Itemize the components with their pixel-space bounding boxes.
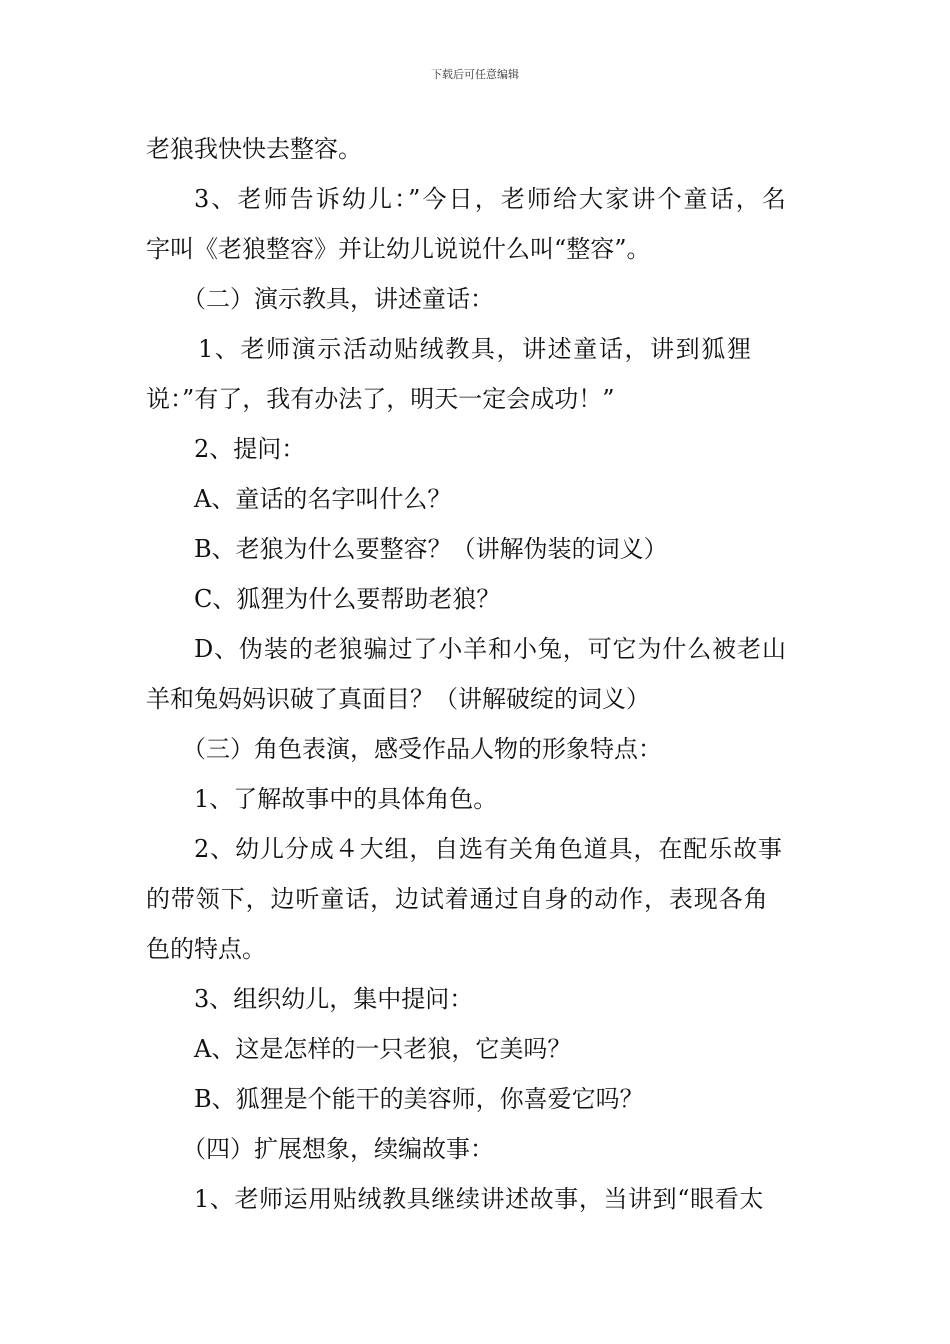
question-item: C、狐狸为什么要帮助老狼？ bbox=[194, 585, 501, 613]
text-line: 羊和兔妈妈识破了真面目？（讲解破绽的词义） bbox=[146, 685, 650, 713]
text-line: 说：”有了，我有办法了，明天一定会成功！” bbox=[146, 385, 615, 413]
text-line: 2、提问： bbox=[194, 435, 306, 463]
text-line: 1、老师演示活动贴绒教具，讲述童话，讲到狐狸 bbox=[198, 335, 753, 363]
question-item: B、老狼为什么要整容？（讲解伪装的词义） bbox=[194, 535, 668, 563]
page-header-note: 下载后可任意编辑 bbox=[431, 68, 519, 81]
text-line: 老狼我快快去整容。 bbox=[146, 135, 362, 163]
text-line: 1、老师运用贴绒教具继续讲述故事，当讲到“眼看太 bbox=[194, 1185, 764, 1213]
text-line: 3、组织幼儿，集中提问： bbox=[194, 985, 474, 1013]
text-line: 的带领下，边听童话，边试着通过自身的动作，表现各角 bbox=[146, 885, 769, 913]
text-line: 色的特点。 bbox=[146, 935, 266, 963]
section-heading: （二）演示教具，讲述童话： bbox=[182, 285, 494, 313]
question-item: B、狐狸是个能干的美容师，你喜爱它吗？ bbox=[194, 1085, 644, 1113]
section-heading: （四）扩展想象，续编故事： bbox=[182, 1135, 494, 1163]
text-line: 2、幼儿分成４大组，自选有关角色道具，在配乐故事 bbox=[194, 835, 783, 863]
question-item: A、童话的名字叫什么？ bbox=[194, 485, 452, 513]
text-line: 1、了解故事中的具体角色。 bbox=[194, 785, 498, 813]
question-item: A、这是怎样的一只老狼，它美吗？ bbox=[194, 1035, 572, 1063]
text-line: 字叫《老狼整容》并让幼儿说说什么叫“整容”。 bbox=[146, 235, 651, 263]
section-heading: （三）角色表演，感受作品人物的形象特点： bbox=[182, 735, 662, 763]
text-line: 3、老师告诉幼儿：”今日，老师给大家讲个童话，名 bbox=[194, 185, 788, 213]
question-item: D、伪装的老狼骗过了小羊和小兔，可它为什么被老山 bbox=[194, 635, 787, 663]
